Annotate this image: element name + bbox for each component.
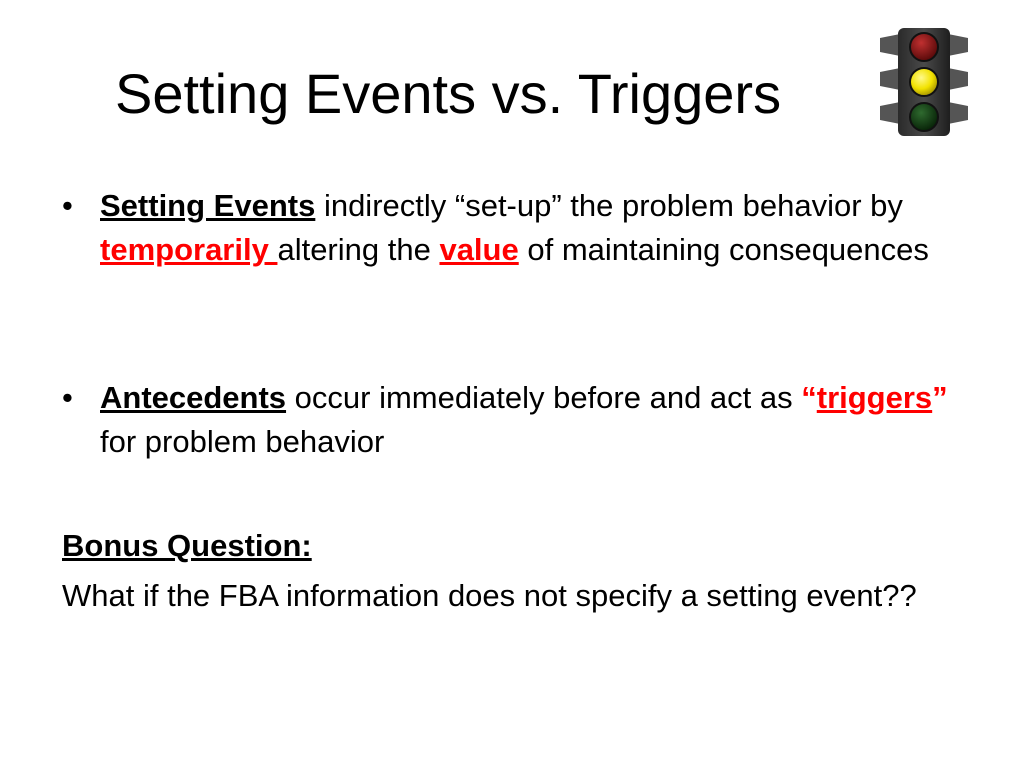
- bonus-heading: Bonus Question:: [62, 528, 312, 563]
- bullet-text: indirectly “set-up” the problem behavior by: [315, 188, 903, 223]
- emphasis-value: value: [439, 232, 519, 267]
- bullet-text: for problem behavior: [100, 424, 385, 459]
- emphasis-triggers: triggers: [816, 380, 933, 415]
- term-antecedents: Antecedents: [100, 380, 287, 415]
- traffic-light-icon: [876, 26, 972, 138]
- emphasis-temporarily: temporarily: [100, 232, 278, 267]
- bullet-antecedents: [62, 376, 960, 464]
- bullet-text: of maintaining consequences: [518, 232, 929, 267]
- term-setting-events: Setting Events: [100, 188, 316, 223]
- bullet-setting-events: [62, 184, 960, 272]
- slide-title: Setting Events vs. Triggers: [115, 62, 782, 125]
- bonus-question: What if the FBA information does not specify a setting event??: [62, 578, 917, 613]
- bullet-text: altering the: [277, 232, 440, 267]
- bullet-text: occur immediately before and act as: [286, 380, 802, 415]
- bullet-marker: •: [62, 380, 73, 415]
- close-quote: ”: [932, 380, 948, 415]
- open-quote: “: [801, 380, 817, 415]
- bullet-marker: •: [62, 188, 73, 223]
